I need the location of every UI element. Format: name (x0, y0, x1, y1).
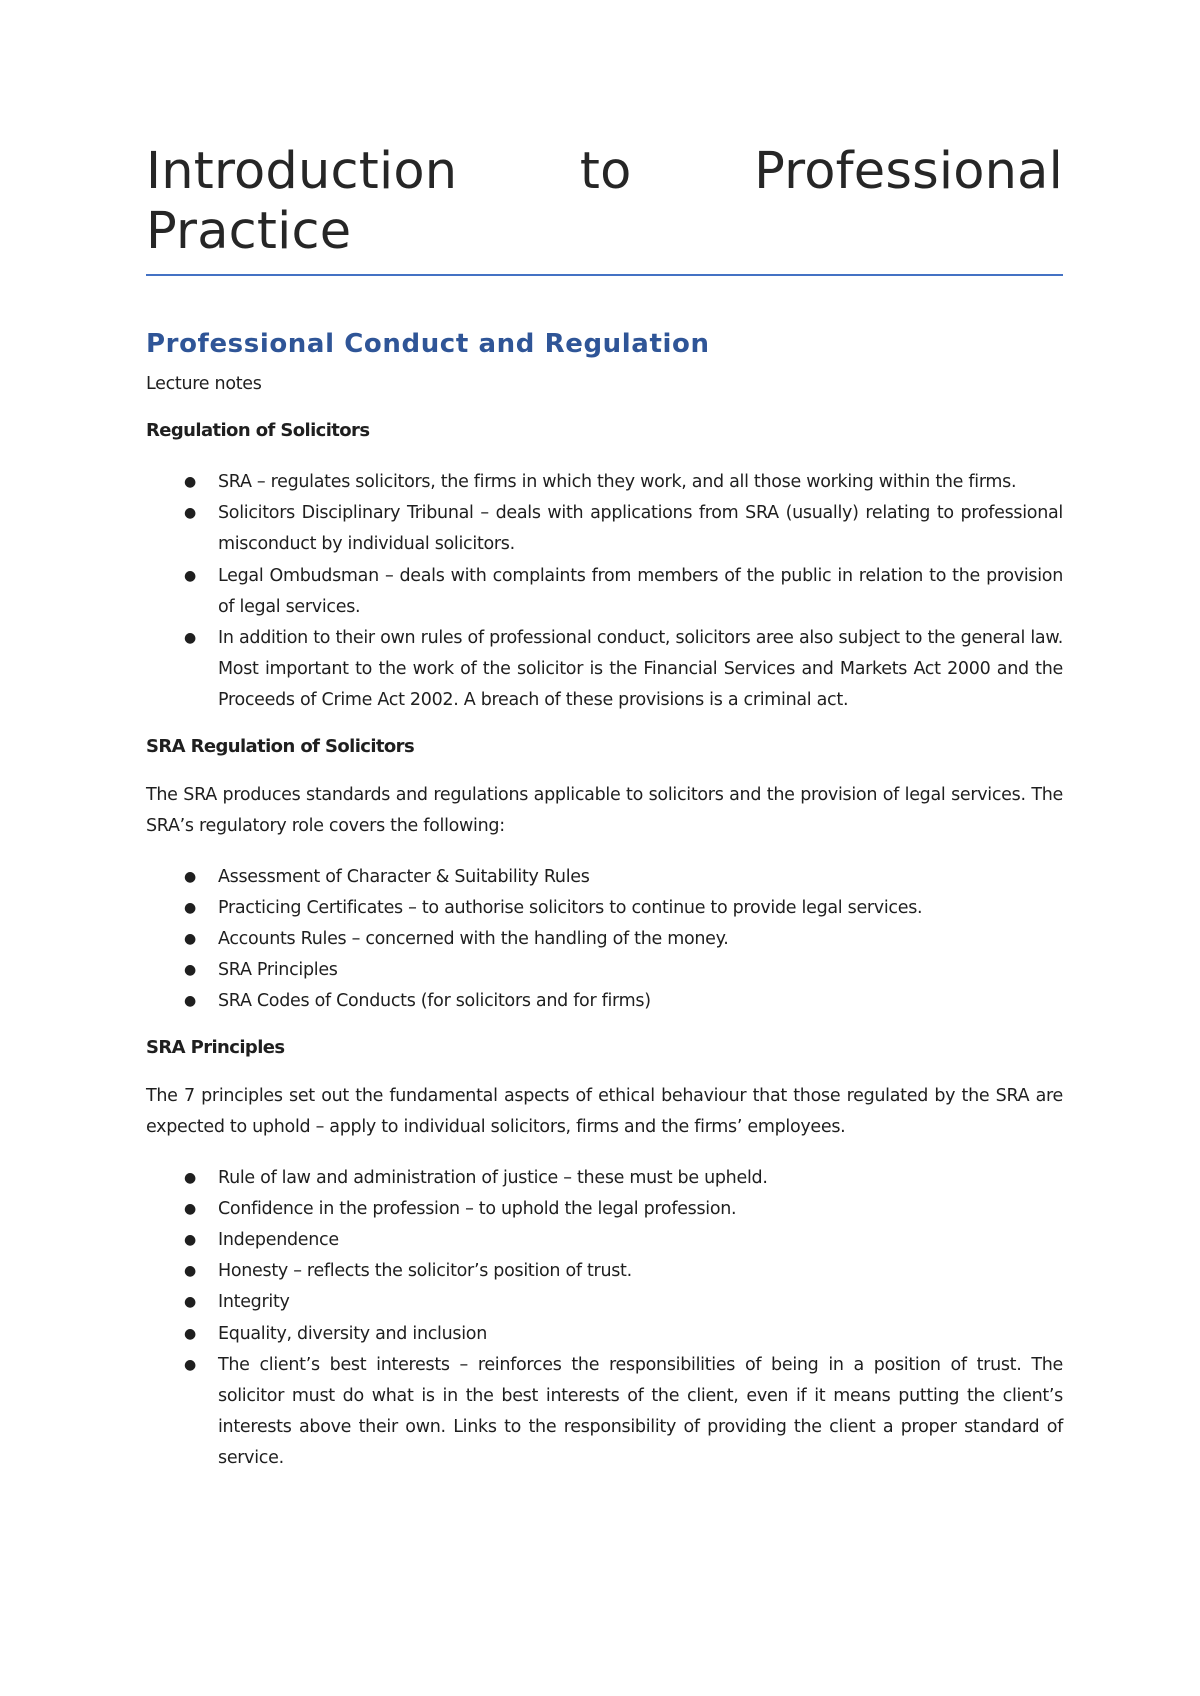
list-item: ● Legal Ombudsman – deals with complaints from members of the public in relation to the provision of legal services. (218, 561, 1063, 623)
sra-principles-paragraph: The 7 principles set out the fundamental aspects of ethical behaviour that those regulated by the SRA are expected to uphold – apply to individual solicitors, firms and the firms’ employees. (146, 1085, 1063, 1137)
list-item: ● Honesty – reflects the solicitor’s position of trust. (218, 1256, 1063, 1287)
list-item: ● Rule of law and administration of justice – these must be upheld. (218, 1163, 1063, 1194)
list-item: ● Equality, diversity and inclusion (218, 1319, 1063, 1350)
list-item: ● SRA – regulates solicitors, the firms in which they work, and all those working within the firms. (218, 467, 1063, 498)
bullet-icon: ● (184, 868, 196, 885)
bullet-icon: ● (184, 1294, 196, 1311)
sra-principles-list (146, 1163, 1063, 1475)
bullet-icon: ● (184, 1263, 196, 1280)
list-item: ● Solicitors Disciplinary Tribunal – deals with applications from SRA (usually) relating to professional misconduct by individual solicitors. (218, 498, 1063, 560)
bullet-icon: ● (184, 567, 196, 584)
document-subtitle: Professional Conduct and Regulation (146, 329, 710, 359)
title-underline (146, 274, 1063, 276)
list-item: ● Assessment of Character & Suitability Rules (218, 862, 1063, 893)
list-item: ● SRA Codes of Conducts (for solicitors and for firms) (218, 986, 1063, 1017)
list-item: ● Accounts Rules – concerned with the handling of the money. (218, 924, 1063, 955)
bullet-icon: ● (184, 505, 196, 522)
list-item: ● Independence (218, 1225, 1063, 1256)
bullet-icon: ● (184, 931, 196, 948)
bullet-icon: ● (184, 993, 196, 1010)
bullet-icon: ● (184, 962, 196, 979)
list-item: ● Practicing Certificates – to authorise solicitors to continue to provide legal services. (218, 893, 1063, 924)
regulation-list (146, 467, 1063, 717)
bullet-icon: ● (184, 1232, 196, 1249)
bullet-icon: ● (184, 1356, 196, 1373)
list-item: ● SRA Principles (218, 955, 1063, 986)
bullet-icon: ● (184, 630, 196, 647)
list-item: ● Integrity (218, 1287, 1063, 1318)
bullet-icon: ● (184, 899, 196, 916)
document-page (146, 0, 1063, 1475)
sra-regulation-paragraph: The SRA produces standards and regulations applicable to solicitors and the provision of legal services. The SRA’s regulatory role covers the following: (146, 784, 1063, 836)
bullet-icon: ● (184, 1200, 196, 1217)
list-item: ● Confidence in the profession – to uphold the legal profession. (218, 1194, 1063, 1225)
bullet-icon: ● (184, 1325, 196, 1342)
section-heading-regulation: Regulation of Solicitors (146, 420, 370, 441)
sra-regulation-list (146, 862, 1063, 1018)
list-item: ● The client’s best interests – reinforces the responsibilities of being in a position of trust. The solicitor must do what is in the best interests of the client, even if it means putting the client’s interests above their own. Links to the responsibility of providing the client a proper standard of service. (218, 1350, 1063, 1475)
list-item: ● In addition to their own rules of professional conduct, solicitors aree also subject to the general law. Most important to the work of the solicitor is the Financial Services and Markets Act 2000 and the Proceeds of Crime Act 2002. A breach of these provisions is a criminal act. (218, 623, 1063, 717)
bullet-icon: ● (184, 1169, 196, 1186)
document-title: Introduction to Professional Practice (146, 142, 1063, 261)
section-heading-sra-principles: SRA Principles (146, 1036, 285, 1058)
lecture-notes-label: Lecture notes (146, 374, 262, 394)
section-heading-sra-regulation: SRA Regulation of Solicitors (146, 735, 415, 757)
bullet-icon: ● (184, 474, 196, 490)
